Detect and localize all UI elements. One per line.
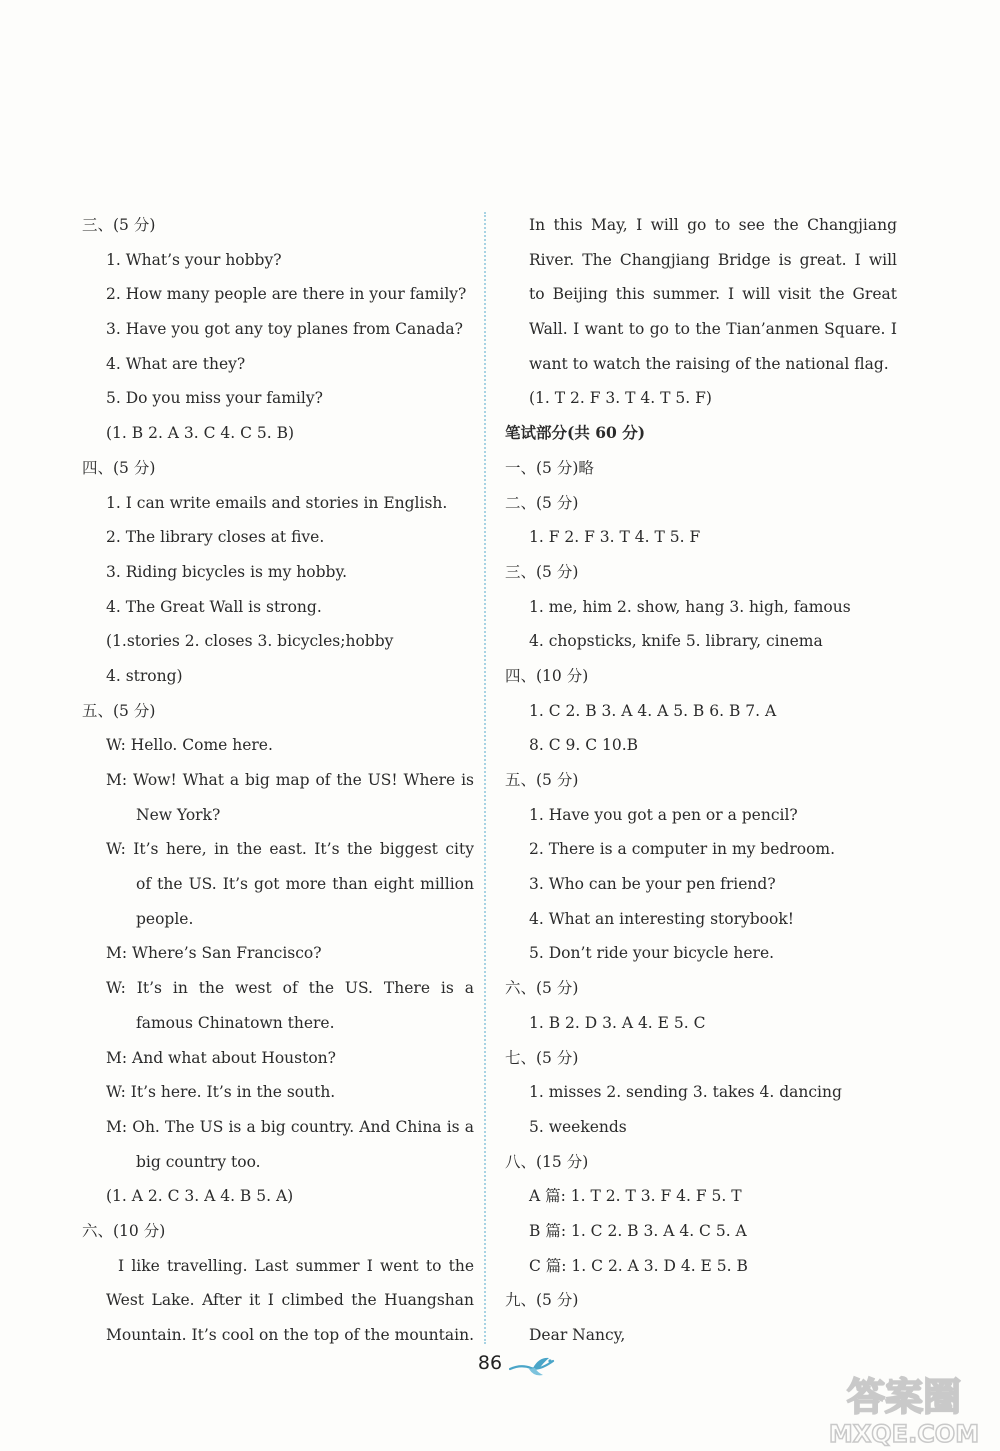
page-number: 86 xyxy=(477,1352,503,1374)
answer-line: West Lake. After it I climbed the Huangshan xyxy=(106,1291,474,1310)
answer-line: (1. T 2. F 3. T 4. T 5. F) xyxy=(529,389,712,408)
answer-line: 8. C 9. C 10.B xyxy=(529,736,639,755)
answer-line: 1. me, him 2. show, hang 3. high, famous xyxy=(529,597,851,616)
bird-ornament-icon xyxy=(509,1355,555,1379)
answer-line: M: Where’s San Francisco? xyxy=(106,944,322,963)
answer-line: C 篇: 1. C 2. A 3. D 4. E 5. B xyxy=(529,1256,748,1275)
answer-line: B 篇: 1. C 2. B 3. A 4. C 5. A xyxy=(529,1221,747,1240)
answer-line: people. xyxy=(136,909,194,928)
column-divider xyxy=(484,212,486,1344)
left-column xyxy=(82,208,474,1353)
answer-line: 2. How many people are there in your family? xyxy=(106,285,467,304)
answer-line: I like travelling. Last summer I went to the xyxy=(118,1256,474,1275)
answer-line: 5. Don’t ride your bicycle here. xyxy=(529,944,775,963)
answer-line: 5. weekends xyxy=(529,1117,627,1136)
answer-line: 4. What an interesting storybook! xyxy=(529,909,794,928)
answer-line: 1. I can write emails and stories in English. xyxy=(106,493,448,512)
section-heading: 九、(5 分) xyxy=(505,1291,579,1310)
watermark-latin: MXQE.COM xyxy=(828,1420,980,1448)
answer-line: M: Oh. The US is a big country. And China is a xyxy=(106,1117,474,1136)
section-heading: 三、(5 分) xyxy=(82,216,156,234)
answer-line: big country too. xyxy=(136,1152,261,1171)
answer-line: 5. Do you miss your family? xyxy=(106,389,323,408)
answer-line: to Beijing this summer. I will visit the Great xyxy=(529,285,897,304)
answer-line: 1. C 2. B 3. A 4. A 5. B 6. B 7. A xyxy=(529,701,777,720)
section-heading: 笔试部分(共 60 分) xyxy=(505,423,646,443)
answer-line: W: It’s here, in the east. It’s the biggest city xyxy=(106,840,474,859)
answer-line: Dear Nancy, xyxy=(529,1326,626,1344)
section-heading: 七、(5 分) xyxy=(505,1048,579,1067)
answer-line: M: Wow! What a big map of the US! Where is xyxy=(106,771,474,789)
section-heading: 八、(15 分) xyxy=(505,1152,589,1171)
answer-line: M: And what about Houston? xyxy=(106,1048,336,1067)
answer-line: River. The Changjiang Bridge is great. I will xyxy=(529,250,897,269)
watermark-logo xyxy=(818,1370,990,1448)
answer-line: In this May, I will go to see the Changjiang xyxy=(529,216,897,234)
section-heading: 三、(5 分) xyxy=(505,562,579,581)
section-heading: 二、(5 分) xyxy=(505,493,579,512)
answer-line: 4. chopsticks, knife 5. library, cinema xyxy=(529,632,823,651)
answer-line: W: It’s in the west of the US. There is a xyxy=(106,979,474,998)
answer-line: famous Chinatown there. xyxy=(136,1013,335,1032)
answer-line: W: Hello. Come here. xyxy=(106,736,273,755)
section-heading: 四、(5 分) xyxy=(82,458,156,477)
watermark-chinese: 答案圈 xyxy=(846,1375,962,1419)
answer-line: 2. There is a computer in my bedroom. xyxy=(529,840,836,859)
answer-line: 1. What’s your hobby? xyxy=(106,250,282,269)
answer-line: W: It’s here. It’s in the south. xyxy=(106,1083,336,1102)
section-heading: 一、(5 分)略 xyxy=(505,458,594,477)
section-heading: 五、(5 分) xyxy=(82,701,156,720)
answer-line: (1.stories 2. closes 3. bicycles;hobby xyxy=(106,632,394,651)
section-heading: 六、(5 分) xyxy=(505,979,579,998)
answer-line: 4. What are they? xyxy=(106,354,246,373)
section-heading: 四、(10 分) xyxy=(505,666,589,685)
section-heading: 六、(10 分) xyxy=(82,1221,166,1240)
answer-line: (1. B 2. A 3. C 4. C 5. B) xyxy=(106,424,295,443)
answer-line: 3. Have you got any toy planes from Canada? xyxy=(106,320,463,339)
answer-line: Wall. I want to go to the Tian’anmen Square. I xyxy=(529,320,897,339)
answer-line: 1. misses 2. sending 3. takes 4. dancing xyxy=(529,1083,842,1102)
right-column xyxy=(505,208,897,1353)
answer-line: (1. A 2. C 3. A 4. B 5. A) xyxy=(106,1187,294,1206)
answer-line: 3. Riding bicycles is my hobby. xyxy=(106,562,348,581)
answer-line: 1. F 2. F 3. T 4. T 5. F xyxy=(529,528,701,547)
answer-line: of the US. It’s got more than eight million xyxy=(136,875,474,894)
answer-line: 4. strong) xyxy=(106,666,183,685)
answer-line: 1. Have you got a pen or a pencil? xyxy=(529,805,798,824)
answer-line: New York? xyxy=(136,805,221,824)
section-heading: 五、(5 分) xyxy=(505,771,579,789)
answer-line: 1. B 2. D 3. A 4. E 5. C xyxy=(529,1013,706,1032)
answer-line: 3. Who can be your pen friend? xyxy=(529,875,776,894)
answer-line: Mountain. It’s cool on the top of the mountain. xyxy=(106,1326,474,1344)
answer-line: 4. The Great Wall is strong. xyxy=(106,597,322,616)
answer-line: 2. The library closes at five. xyxy=(106,528,325,547)
answer-line: want to watch the raising of the national flag. xyxy=(529,354,889,373)
answer-line: A 篇: 1. T 2. T 3. F 4. F 5. T xyxy=(529,1187,742,1206)
